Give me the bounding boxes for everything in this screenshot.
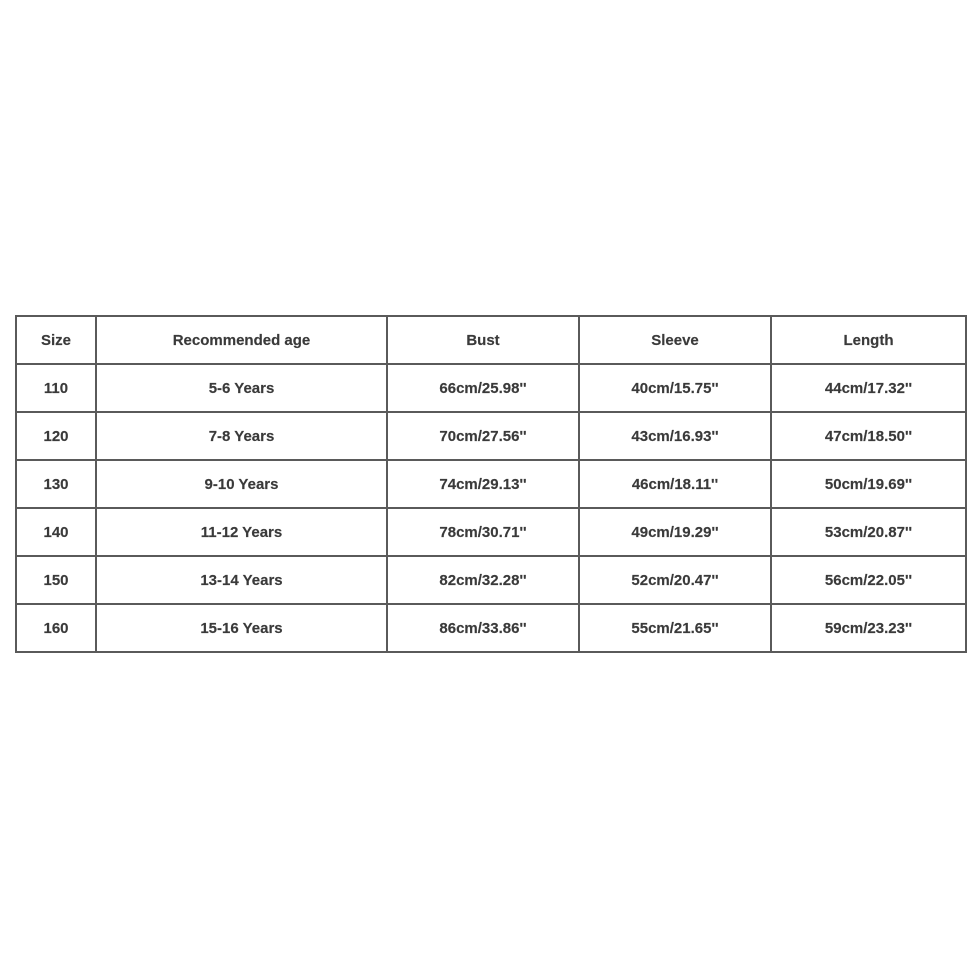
cell-bust: 70cm/27.56'' bbox=[387, 412, 579, 460]
cell-size: 110 bbox=[16, 364, 96, 412]
cell-length: 47cm/18.50'' bbox=[771, 412, 966, 460]
cell-size: 130 bbox=[16, 460, 96, 508]
cell-size: 150 bbox=[16, 556, 96, 604]
table-row bbox=[16, 556, 966, 604]
table-row bbox=[16, 508, 966, 556]
cell-size: 120 bbox=[16, 412, 96, 460]
table-row bbox=[16, 460, 966, 508]
cell-bust: 74cm/29.13'' bbox=[387, 460, 579, 508]
header-row bbox=[16, 316, 966, 364]
cell-bust: 66cm/25.98'' bbox=[387, 364, 579, 412]
size-chart-table bbox=[15, 315, 967, 653]
cell-length: 50cm/19.69'' bbox=[771, 460, 966, 508]
cell-length: 53cm/20.87'' bbox=[771, 508, 966, 556]
cell-recommended-age: 5-6 Years bbox=[96, 364, 387, 412]
cell-recommended-age: 11-12 Years bbox=[96, 508, 387, 556]
cell-sleeve: 49cm/19.29'' bbox=[579, 508, 771, 556]
cell-bust: 82cm/32.28'' bbox=[387, 556, 579, 604]
header-sleeve: Sleeve bbox=[579, 316, 771, 364]
cell-bust: 86cm/33.86'' bbox=[387, 604, 579, 652]
cell-recommended-age: 9-10 Years bbox=[96, 460, 387, 508]
cell-length: 59cm/23.23'' bbox=[771, 604, 966, 652]
cell-recommended-age: 15-16 Years bbox=[96, 604, 387, 652]
cell-bust: 78cm/30.71'' bbox=[387, 508, 579, 556]
cell-length: 44cm/17.32'' bbox=[771, 364, 966, 412]
cell-size: 140 bbox=[16, 508, 96, 556]
cell-sleeve: 52cm/20.47'' bbox=[579, 556, 771, 604]
header-recommended-age: Recommended age bbox=[96, 316, 387, 364]
cell-size: 160 bbox=[16, 604, 96, 652]
header-bust: Bust bbox=[387, 316, 579, 364]
cell-recommended-age: 7-8 Years bbox=[96, 412, 387, 460]
table-row bbox=[16, 412, 966, 460]
cell-sleeve: 40cm/15.75'' bbox=[579, 364, 771, 412]
table-row bbox=[16, 604, 966, 652]
cell-sleeve: 46cm/18.11'' bbox=[579, 460, 771, 508]
table-row bbox=[16, 364, 966, 412]
header-size: Size bbox=[16, 316, 96, 364]
cell-sleeve: 55cm/21.65'' bbox=[579, 604, 771, 652]
cell-recommended-age: 13-14 Years bbox=[96, 556, 387, 604]
header-length: Length bbox=[771, 316, 966, 364]
cell-sleeve: 43cm/16.93'' bbox=[579, 412, 771, 460]
cell-length: 56cm/22.05'' bbox=[771, 556, 966, 604]
